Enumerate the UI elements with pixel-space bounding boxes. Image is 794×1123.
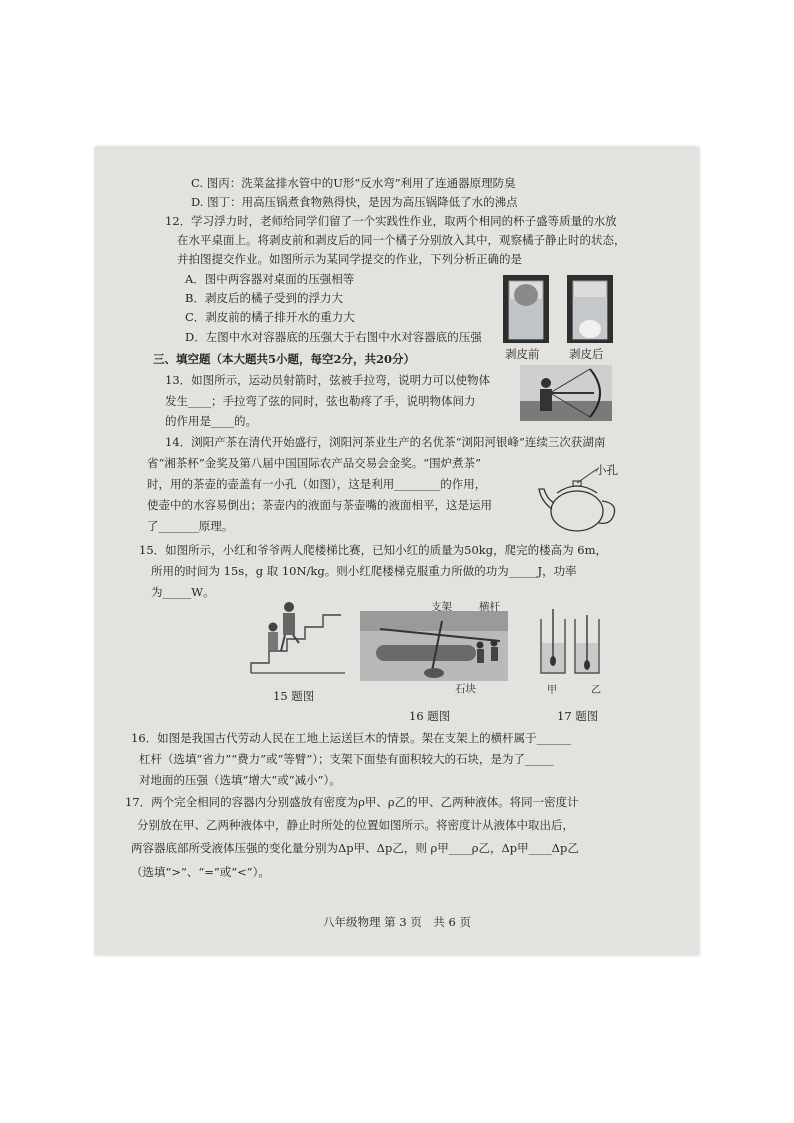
q12-option-c: C．剥皮前的橘子排开水的重力大	[185, 310, 355, 324]
page-footer: 八年级物理 第 3 页 共 6 页	[323, 915, 471, 929]
q17-line1: 17．两个完全相同的容器内分别盛放有密度为ρ甲、ρ乙的甲、乙两种液体。将同一密度计	[125, 795, 579, 809]
q15-line2: 所用的时间为 15s，g 取 10N/kg。则小红爬楼梯克服重力所做的功为_____J，功率	[151, 564, 577, 578]
q12-option-a: A．图中两容器对桌面的压强相等	[185, 272, 355, 286]
q14-line2: 省“湘茶杯”金奖及第八届中国国际农产品交易会金奖。“围炉煮茶”	[147, 456, 482, 470]
q15-line1: 15．如图所示，小红和爷爷两人爬楼梯比赛，已知小红的质量为50kg，爬完的楼高为 6m，	[139, 543, 607, 557]
caption-before-peel: 剥皮前	[505, 347, 540, 361]
stone-block-label: 石块	[455, 683, 476, 695]
q15-line3: 为_____W。	[151, 585, 215, 599]
q17-line4: （选填“>”、“=”或“<”）。	[131, 865, 270, 879]
exam-page	[95, 147, 699, 955]
q12-stem-line1: 12．学习浮力时，老师给同学们留了一个实践性作业，取两个相同的杯子盛等质量的水放	[165, 214, 617, 228]
q11-option-c: C. 图丙：洗菜盆排水管中的U形“反水弯”利用了连通器原理防臭	[191, 176, 516, 190]
q12-option-d: D．左图中水对容器底的压强大于右图中水对容器底的压强	[185, 330, 482, 344]
liquid-jia-label: 甲	[547, 685, 557, 696]
stair-climbing-figure	[245, 597, 353, 679]
tiny-hole-label: 小孔	[595, 463, 618, 477]
q11-option-d: D. 图丁：用高压锅煮食物熟得快，是因为高压锅降低了水的沸点	[191, 195, 518, 209]
fig16-caption: 16 题图	[409, 709, 451, 723]
crossbar-label: 横杆	[479, 601, 500, 613]
liquid-yi-label: 乙	[591, 685, 601, 696]
q16-line1: 16．如图是我国古代劳动人民在工地上运送巨木的情景。架在支架上的横杆属于______	[131, 731, 572, 745]
q13-line1: 13．如图所示，运动员射箭时，弦被手拉弯，说明力可以使物体	[165, 373, 491, 387]
q14-line1: 14．浏阳产茶在清代开始盛行，浏阳河茶业生产的名优茶“浏阳河银峰”连续三次获湖南	[165, 435, 606, 449]
hydrometer-beakers-figure	[537, 605, 603, 679]
fig17-caption: 17 题图	[557, 709, 599, 723]
q13-line2: 发生____；手拉弯了弦的同时，弦也勒疼了手，说明物体间力	[165, 394, 476, 408]
orange-after-peel-photo	[567, 275, 613, 343]
support-frame-label: 支架	[431, 601, 452, 613]
q14-line5: 了_______原理。	[147, 519, 234, 533]
q13-line3: 的作用是____的。	[165, 414, 257, 428]
fig15-caption: 15 题图	[273, 689, 315, 703]
q14-line3: 时，用的茶壶的壶盖有一小孔（如图），这是利用________的作用，	[147, 477, 487, 491]
q16-line2: 杠杆（选填“省力”“费力”或“等臂”）；支架下面垫有面积较大的石块，是为了_____	[139, 752, 554, 766]
q16-line3: 对地面的压强（选填“增大”或“减小”）。	[139, 773, 341, 787]
caption-after-peel: 剥皮后	[569, 347, 604, 361]
orange-before-peel-photo	[503, 275, 549, 343]
q12-stem-line2: 在水平桌面上。将剥皮前和剥皮后的同一个橘子分别放入其中，观察橘子静止时的状态，	[177, 233, 626, 247]
section-3-heading: 三、填空题（本大题共5小题，每空2分，共20分）	[153, 352, 416, 366]
q14-line4: 使壶中的水容易倒出；茶壶内的液面与茶壶嘴的液面相平，这是运用	[147, 498, 492, 512]
log-transport-figure	[360, 611, 508, 681]
archer-photo	[520, 365, 612, 421]
q17-line2: 分别放在甲、乙两种液体中，静止时所处的位置如图所示。将密度计从液体中取出后，	[137, 818, 574, 832]
q12-stem-line3: 并拍图提交作业。如图所示为某同学提交的作业，下列分析正确的是	[177, 252, 522, 266]
q17-line3: 两容器底部所受液体压强的变化量分别为Δp甲、Δp乙，则 ρ甲____ρ乙，Δp甲____Δp乙	[131, 841, 579, 855]
q12-option-b: B．剥皮后的橘子受到的浮力大	[185, 291, 343, 305]
